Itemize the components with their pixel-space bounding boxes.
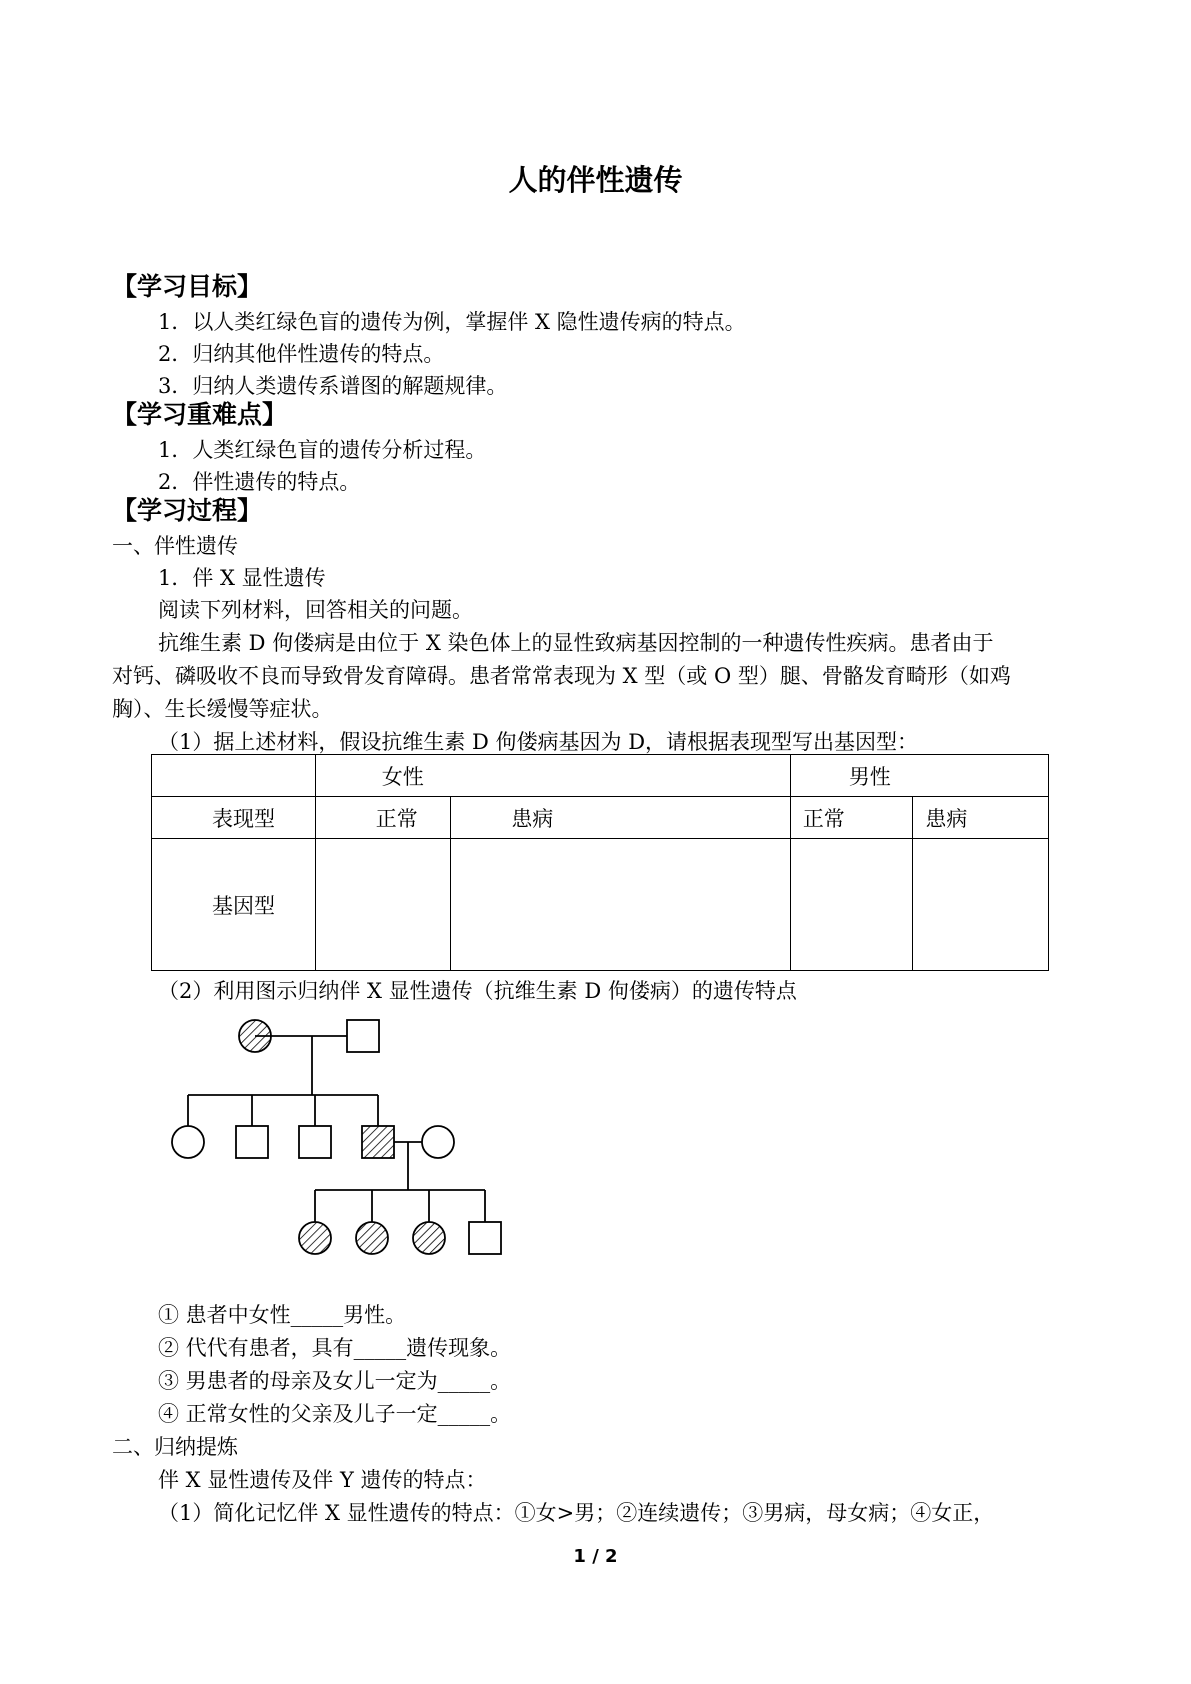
- blank-question: ④ 正常女性的父亲及儿子一定_____。: [158, 1402, 512, 1426]
- sub1-title: 1．伴 X 显性遗传: [158, 566, 326, 590]
- normal-male-symbol: [347, 1020, 379, 1052]
- female-affected-label: 患病: [511, 806, 554, 831]
- male-header-cell: [790, 755, 1048, 797]
- genotype-row: [152, 839, 1049, 971]
- table-header-row: [152, 755, 1049, 797]
- blank-question: ② 代代有患者，具有_____遗传现象。: [158, 1336, 512, 1360]
- part1-title: 一、伴性遗传: [112, 534, 238, 558]
- normal-male-symbol: [299, 1126, 331, 1158]
- normal-female-symbol: [172, 1126, 204, 1158]
- key-point-item: 1．人类红绿色盲的遗传分析过程。: [158, 438, 487, 462]
- male-affected-label: 患病: [925, 806, 968, 831]
- affected-female-symbol: [356, 1222, 388, 1254]
- affected-female-symbol: [413, 1222, 445, 1254]
- table-corner-cell: [152, 755, 316, 797]
- female-header-cell: [315, 755, 790, 797]
- affected-female-symbol: [299, 1222, 331, 1254]
- genotype-label: 基因型: [212, 893, 275, 918]
- female-normal-label: 正常: [375, 806, 418, 831]
- male-normal-genotype-blank[interactable]: [790, 839, 913, 971]
- page-number: 1 / 2: [573, 1546, 618, 1567]
- material-text: 对钙、磷吸收不良而导致骨发育障碍。患者常常表现为 X 型（或 O 型）腿、骨骼发育畸形（如鸡: [112, 664, 1011, 688]
- page-title: 人的伴性遗传: [508, 163, 683, 197]
- question-1: （1）据上述材料，假设抗维生素 D 佝偻病基因为 D，请根据表现型写出基因型：: [158, 730, 919, 754]
- part2-title: 二、归纳提炼: [112, 1435, 238, 1459]
- key-points-header: 【学习重难点】: [112, 400, 288, 429]
- affected-female-symbol: [239, 1020, 271, 1052]
- male-header: 男性: [848, 764, 891, 789]
- normal-male-symbol: [469, 1222, 501, 1254]
- goals-header: 【学习目标】: [112, 272, 263, 301]
- goal-item: 3．归纳人类遗传系谱图的解题规律。: [158, 374, 508, 398]
- blank-question: ① 患者中女性_____男性。: [158, 1303, 407, 1327]
- material-text: 抗维生素 D 佝偻病是由位于 X 染色体上的显性致病基因控制的一种遗传性疾病。患者由于: [158, 631, 994, 655]
- blank-question: ③ 男患者的母亲及女儿一定为_____。: [158, 1369, 512, 1393]
- phenotype-label: 表现型: [212, 806, 275, 831]
- male-normal-label: 正常: [802, 806, 845, 831]
- genotype-table: [151, 754, 1049, 971]
- read-prompt: 阅读下列材料，回答相关的问题。: [158, 598, 473, 622]
- part2-intro: 伴 X 显性遗传及伴 Y 遗传的特点：: [158, 1468, 487, 1492]
- female-header: 女性: [381, 764, 424, 789]
- female-affected-genotype-blank[interactable]: [451, 839, 791, 971]
- part2-question-1: （1）简化记忆伴 X 显性遗传的特点：①女>男；②连续遗传；③男病，母女病；④女正，: [158, 1501, 995, 1525]
- male-affected-genotype-blank[interactable]: [913, 839, 1049, 971]
- phenotype-row: [152, 797, 1049, 839]
- female-normal-genotype-blank[interactable]: [315, 839, 451, 971]
- normal-female-symbol: [422, 1126, 454, 1158]
- key-point-item: 2．伴性遗传的特点。: [158, 470, 361, 494]
- question-2: （2）利用图示归纳伴 X 显性遗传（抗维生素 D 佝偻病）的遗传特点: [158, 979, 797, 1003]
- pedigree-chart: [160, 1005, 520, 1275]
- goal-item: 1．以人类红绿色盲的遗传为例，掌握伴 X 隐性遗传病的特点。: [158, 310, 746, 334]
- process-header: 【学习过程】: [112, 496, 263, 525]
- affected-male-symbol: [362, 1126, 394, 1158]
- normal-male-symbol: [236, 1126, 268, 1158]
- material-text: 胸）、生长缓慢等症状。: [112, 697, 333, 721]
- goal-item: 2．归纳其他伴性遗传的特点。: [158, 342, 445, 366]
